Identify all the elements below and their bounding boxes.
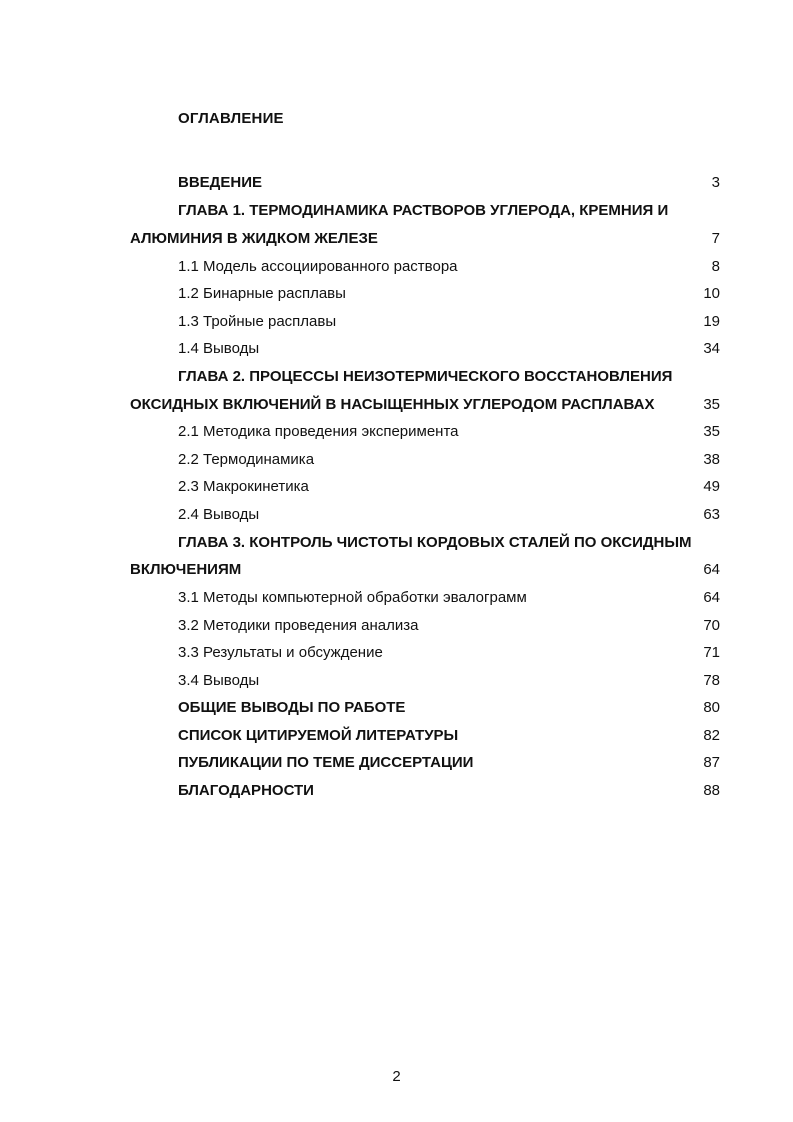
toc-section: 3.4 Выводы	[178, 672, 260, 689]
toc-entry-acknowledgements: БЛАГОДАРНОСТИ	[178, 782, 314, 799]
toc-section: 1.4 Выводы	[178, 340, 260, 357]
chapter1-page: 7	[711, 230, 720, 247]
toc-section-page: 63	[703, 506, 720, 523]
chapter3-page: 64	[703, 561, 720, 578]
chapter2-heading-line2: ОКСИДНЫХ ВКЛЮЧЕНИЙ В НАСЫЩЕННЫХ УГЛЕРОДОМ РАСПЛАВАХ	[130, 396, 655, 413]
toc-section-page: 64	[703, 589, 720, 606]
toc-section-page: 19	[703, 313, 720, 330]
toc-section-page: 8	[711, 258, 720, 275]
toc-section-page: 49	[703, 478, 720, 495]
toc-page-conclusions: 80	[703, 699, 720, 716]
toc-section-page: 71	[703, 644, 720, 661]
toc-entry-conclusions: ОБЩИЕ ВЫВОДЫ ПО РАБОТЕ	[178, 699, 406, 716]
toc-section-page: 78	[703, 672, 720, 689]
toc-entry-references: СПИСОК ЦИТИРУЕМОЙ ЛИТЕРАТУРЫ	[178, 727, 459, 744]
toc-section: 2.4 Выводы	[178, 506, 260, 523]
chapter2-heading-line1: ГЛАВА 2. ПРОЦЕССЫ НЕИЗОТЕРМИЧЕСКОГО ВОССТАНОВЛЕНИЯ	[178, 368, 673, 385]
toc-entry-intro: ВВЕДЕНИЕ	[178, 174, 262, 191]
toc-section: 3.3 Результаты и обсуждение	[178, 644, 383, 661]
toc-section: 3.2 Методики проведения анализа	[178, 617, 419, 634]
toc-page-publications: 87	[703, 754, 720, 771]
toc-section: 1.1 Модель ассоциированного раствора	[178, 258, 458, 275]
toc-section: 2.3 Макрокинетика	[178, 478, 309, 495]
chapter3-heading-line2: ВКЛЮЧЕНИЯМ	[130, 561, 242, 578]
toc-page-intro: 3	[711, 174, 720, 191]
toc-page-acknowledgements: 88	[703, 782, 720, 799]
toc-section: 2.2 Термодинамика	[178, 451, 315, 468]
toc-section-page: 70	[703, 617, 720, 634]
chapter3-heading-line1: ГЛАВА 3. КОНТРОЛЬ ЧИСТОТЫ КОРДОВЫХ СТАЛЕЙ ПО ОКСИДНЫМ	[178, 534, 692, 551]
toc-section-page: 10	[703, 285, 720, 302]
toc-section: 3.1 Методы компьютерной обработки эвалограмм	[178, 589, 527, 606]
chapter2-page: 35	[703, 396, 720, 413]
chapter1-heading-line2: АЛЮМИНИЯ В ЖИДКОМ ЖЕЛЕЗЕ	[130, 230, 378, 247]
toc-section-page: 38	[703, 451, 720, 468]
toc-title: ОГЛАВЛЕНИЕ	[178, 110, 284, 127]
toc-section: 1.3 Тройные расплавы	[178, 313, 337, 330]
toc-section: 2.1 Методика проведения эксперимента	[178, 423, 459, 440]
toc-entry-publications: ПУБЛИКАЦИИ ПО ТЕМЕ ДИССЕРТАЦИИ	[178, 754, 474, 771]
page-number: 2	[392, 1068, 401, 1085]
toc-section-page: 35	[703, 423, 720, 440]
chapter1-heading-line1: ГЛАВА 1. ТЕРМОДИНАМИКА РАСТВОРОВ УГЛЕРОДА, КРЕМНИЯ И	[178, 202, 669, 219]
toc-section-page: 34	[703, 340, 720, 357]
toc-section: 1.2 Бинарные расплавы	[178, 285, 346, 302]
toc-page-references: 82	[703, 727, 720, 744]
